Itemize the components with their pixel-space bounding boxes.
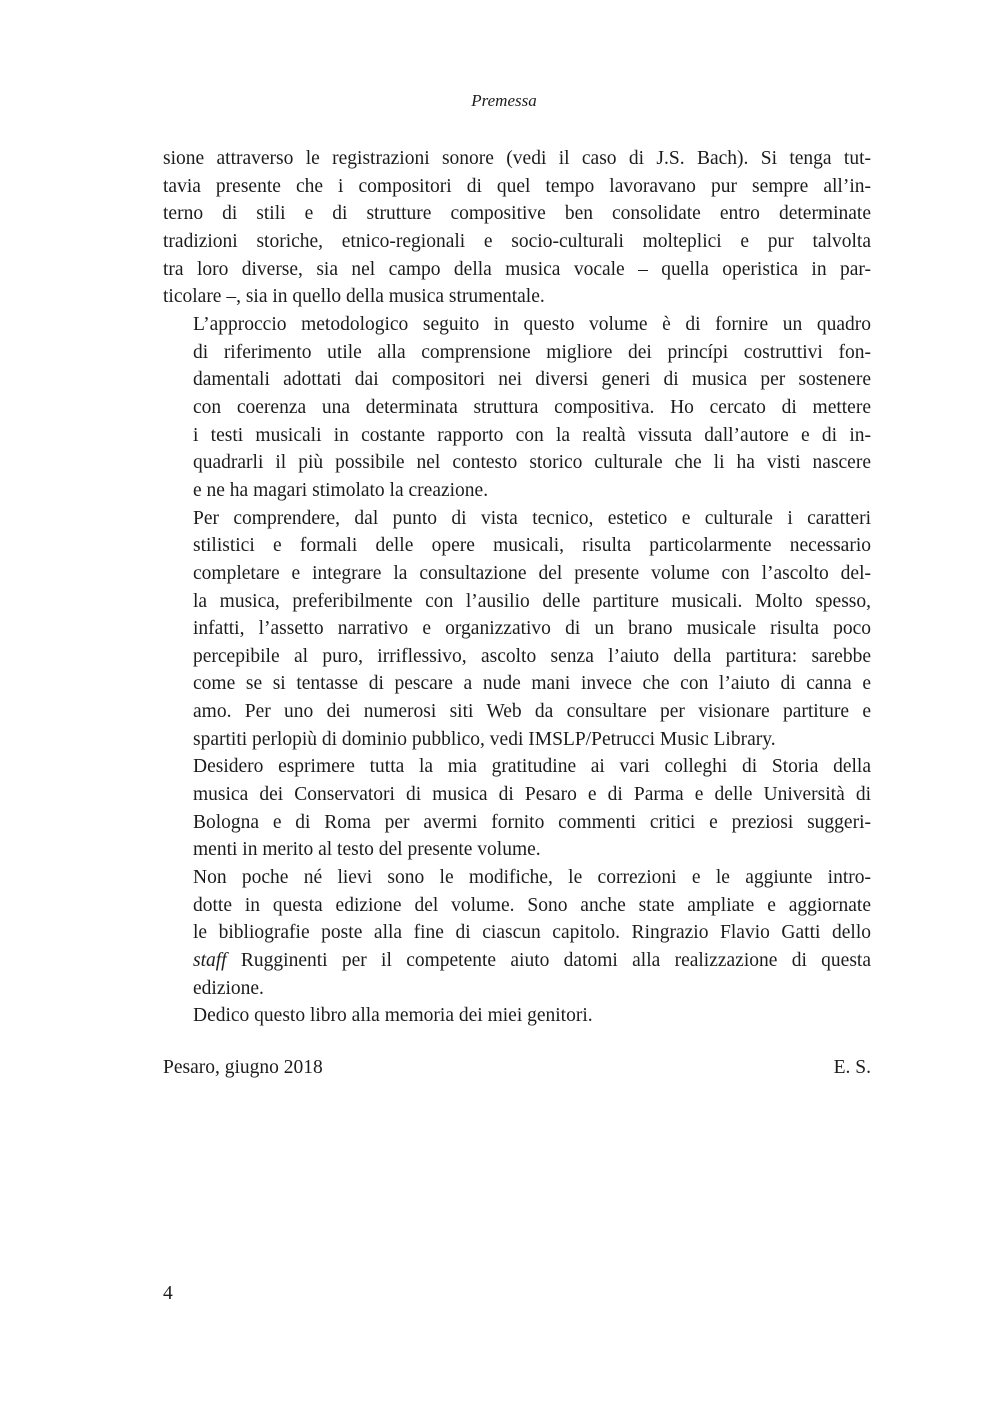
paragraph	[163, 1002, 871, 1030]
text-line: infatti, l’assetto narrativo e organizzativo di un brano musicale risulta poco	[193, 618, 871, 640]
text-line: Dedico questo libro alla memoria dei miei genitori.	[193, 1005, 593, 1027]
paragraph	[163, 311, 871, 505]
text-line: tradizioni storiche, etnico-regionali e socio-culturali molteplici e pur talvolta	[163, 230, 871, 252]
line-rest: Rugginenti per il competente aiuto datomi alla realizzazione di questa	[226, 950, 871, 972]
text-line: musica dei Conservatori di musica di Pesaro e di Parma e delle Università di	[193, 784, 871, 806]
page-number: 4	[163, 1283, 173, 1304]
text-line: damentali adottati dai compositori nei diversi generi di musica per sostenere	[193, 369, 871, 391]
text-line: come se si tentasse di pescare a nude mani invece che con l’aiuto di canna e	[193, 673, 871, 695]
text-line: Bologna e di Roma per avermi fornito commenti critici e preziosi suggeri-	[193, 811, 871, 833]
text-line: con coerenza una determinata struttura compositiva. Ho cercato di mettere	[193, 396, 871, 418]
text-line: L’approccio metodologico seguito in questo volume è di fornire un quadro	[193, 313, 871, 335]
author-initials: E. S.	[833, 1057, 871, 1078]
text-line	[163, 947, 871, 975]
text-line: stilistici e formali delle opere musicali, risulta particolarmente necessario	[193, 535, 871, 557]
text-line: menti in merito al testo del presente volume.	[193, 839, 541, 861]
text-line: tavia presente che i compositori di quel tempo lavoravano pur sempre all’in-	[163, 175, 871, 197]
text-line: completare e integrare la consultazione del presente volume con l’ascolto del-	[193, 562, 871, 584]
paragraph	[163, 145, 871, 311]
body-text	[163, 145, 871, 1030]
text-line: sione attraverso le registrazioni sonore (vedi il caso di J.S. Bach). Si tenga tut-	[163, 148, 871, 169]
text-line: Desidero esprimere tutta la mia gratitudine ai vari colleghi di Storia della	[193, 756, 871, 778]
running-head-title: Premessa	[471, 91, 537, 110]
text-line: ticolare –, sia in quello della musica strumentale.	[163, 286, 545, 308]
text-line: i testi musicali in costante rapporto con la realtà vissuta dall’autore e di in-	[193, 424, 871, 446]
signature-line	[163, 1054, 871, 1081]
text-line: e ne ha magari stimolato la creazione.	[193, 479, 489, 501]
place-date: Pesaro, giugno 2018	[163, 1057, 323, 1078]
text-line: spartiti perlopiù di dominio pubblico, vedi IMSLP/Petrucci Music Library.	[193, 728, 776, 750]
text-line: la musica, preferibilmente con l’ausilio delle partiture musicali. Molto spesso,	[193, 590, 871, 612]
paragraph	[163, 753, 871, 864]
text-line: quadrarli il più possibile nel contesto storico culturale che li ha visti nascere	[193, 452, 871, 474]
paragraph	[163, 505, 871, 754]
text-line: le bibliografie poste alla fine di ciascun capitolo. Ringrazio Flavio Gatti dello	[193, 922, 871, 944]
paragraph	[163, 864, 871, 1002]
text-line: amo. Per uno dei numerosi siti Web da consultare per visionare partiture e	[193, 701, 871, 723]
text-line: percepibile al puro, irriflessivo, ascolto senza l’aiuto della partitura: sarebbe	[193, 645, 871, 667]
text-line: Non poche né lievi sono le modifiche, le correzioni e le aggiunte intro-	[193, 867, 871, 889]
text-line: di riferimento utile alla comprensione migliore dei princípi costruttivi fon-	[193, 341, 871, 363]
text-line: tra loro diverse, sia nel campo della musica vocale – quella operistica in par-	[163, 258, 871, 280]
text-line: terno di stili e di strutture compositive ben consolidate entro determinate	[163, 203, 871, 225]
italic-word: staff	[193, 950, 227, 972]
text-line: edizione.	[193, 977, 264, 999]
text-line: dotte in questa edizione del volume. Sono anche state ampliate e aggiornate	[193, 894, 871, 916]
text-line: Per comprendere, dal punto di vista tecnico, estetico e culturale i caratteri	[193, 507, 871, 529]
